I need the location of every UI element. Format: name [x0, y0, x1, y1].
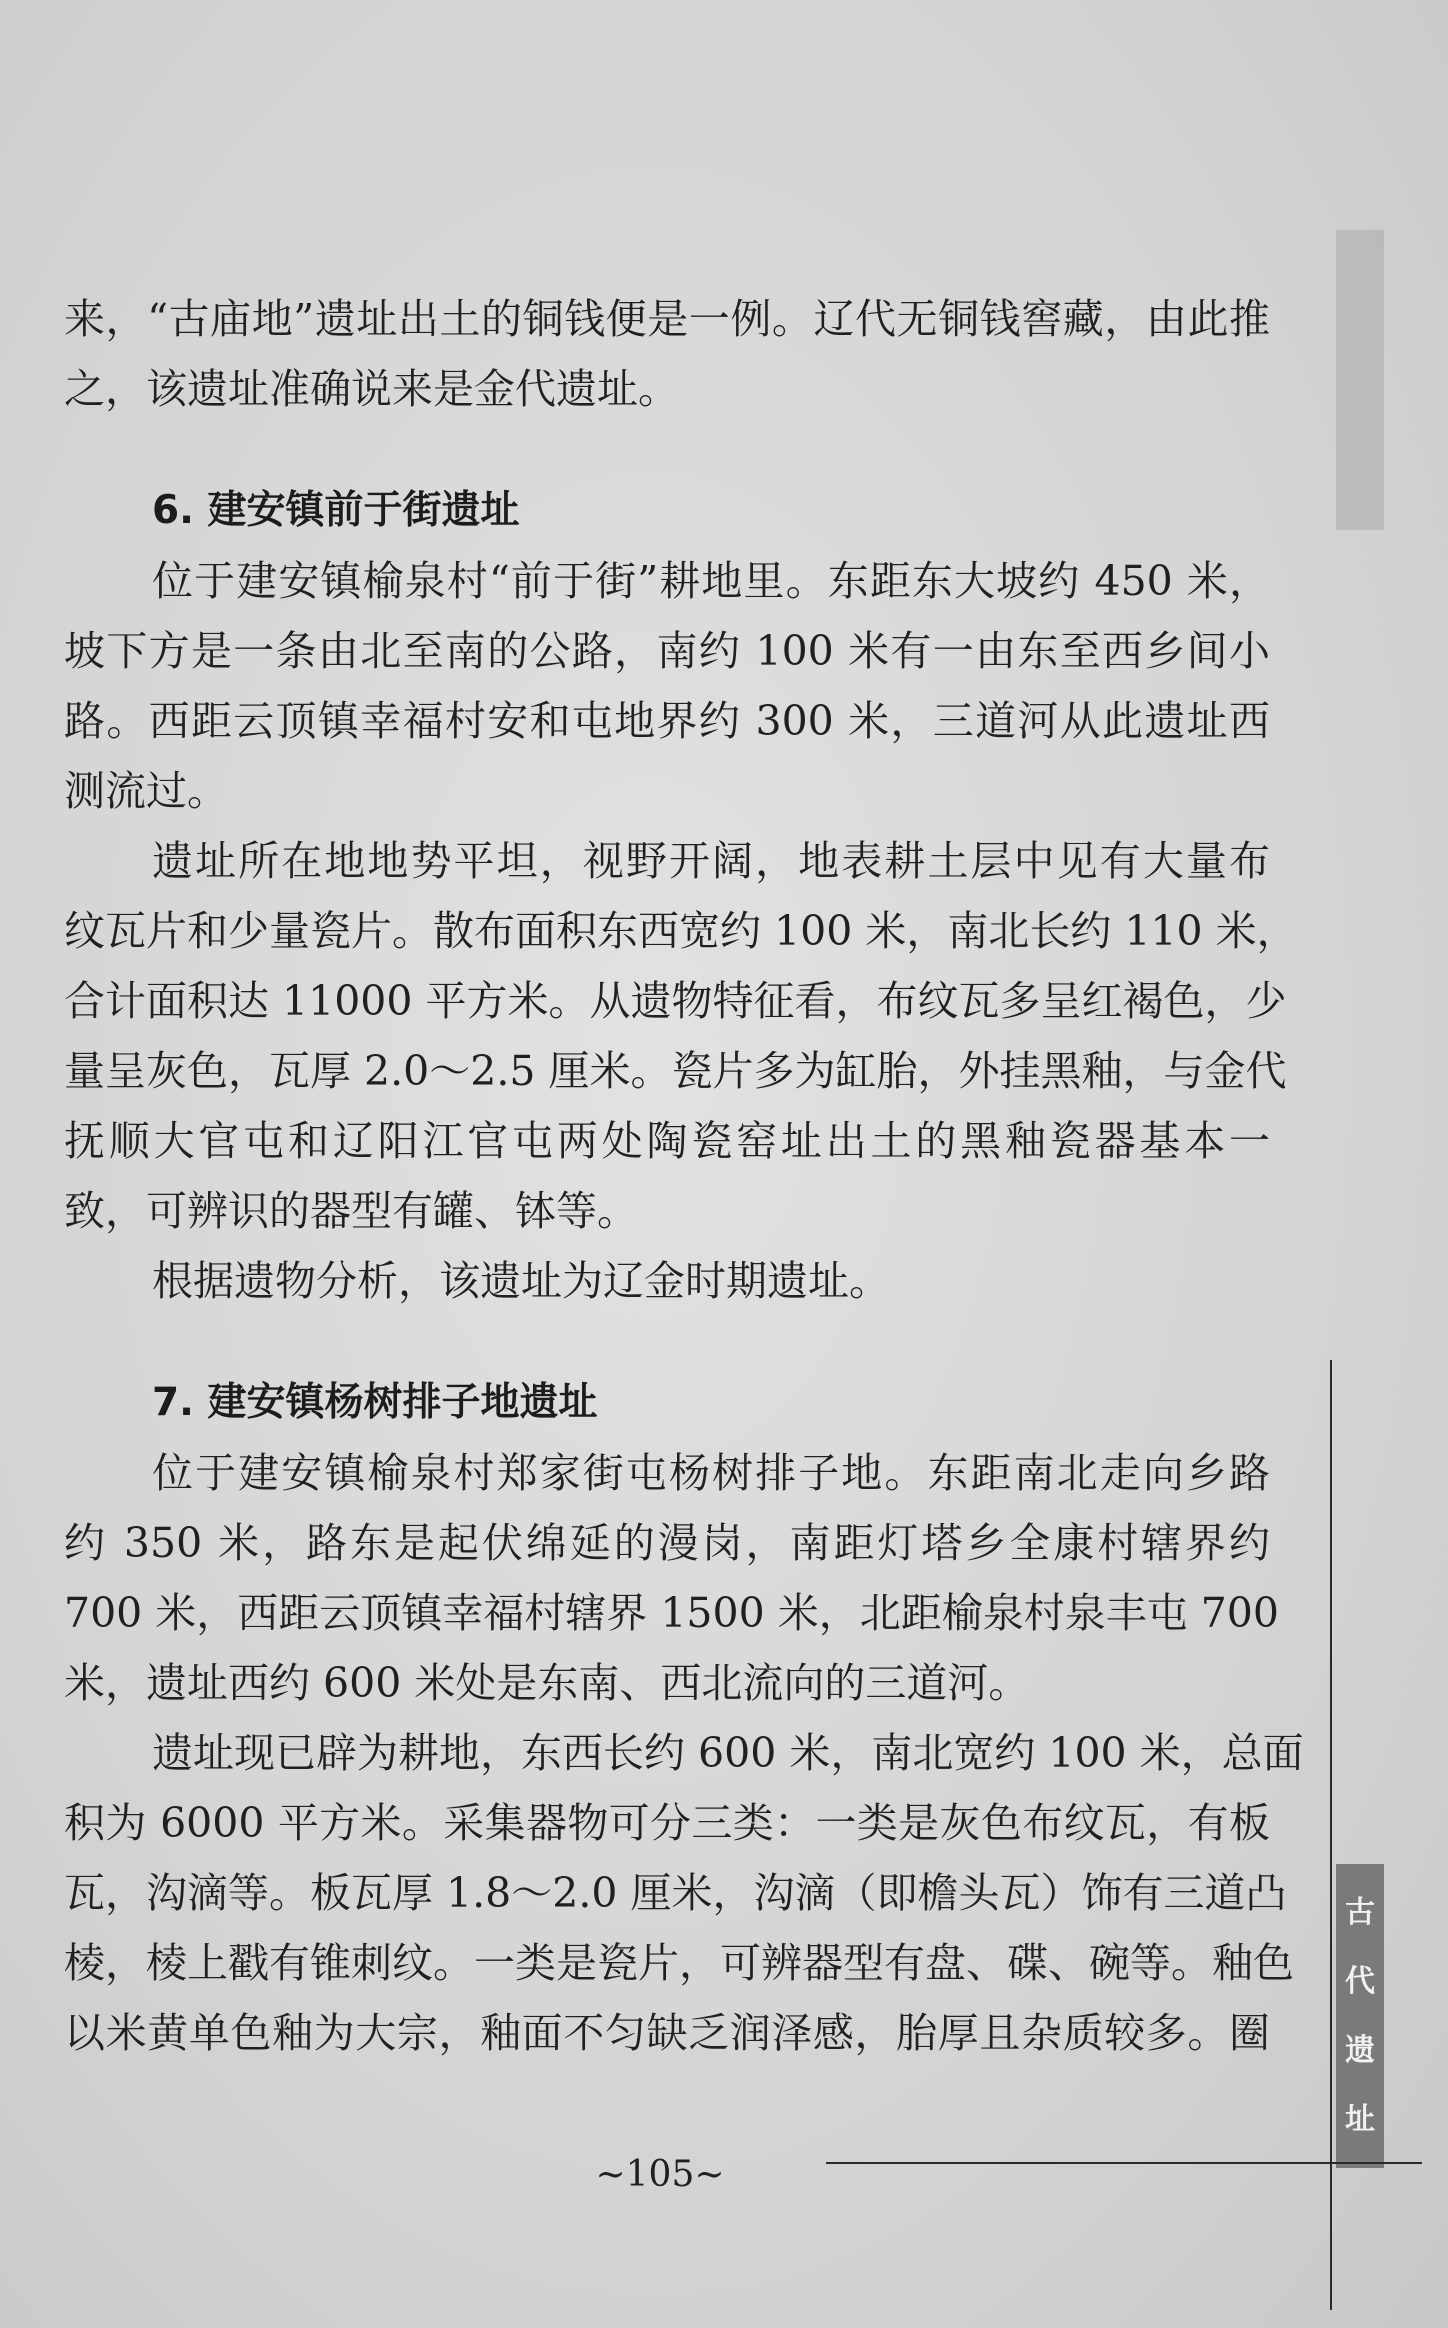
text-line: 坡下方是一条由北至南的公路，南约 100 米有一由东至西乡间小: [64, 627, 1270, 675]
footer-rule: [826, 2162, 1422, 2164]
paragraph-location-7: [64, 1438, 1279, 1718]
text-line: 位于建安镇榆泉村郑家街屯杨树排子地。东距南北走向乡路: [152, 1449, 1270, 1497]
text-line: 积为 6000 平方米。采集器物可分三类：一类是灰色布纹瓦，有板: [64, 1799, 1270, 1847]
paragraph-description-6: [64, 826, 1298, 1246]
text-line: 路。西距云顶镇幸福村安和屯地界约 300 米，三道河从此遗址西: [64, 697, 1270, 745]
section-heading-7: 7. 建安镇杨树排子地遗址: [152, 1380, 598, 1425]
text-line: 遗址所在地地势平坦，视野开阔，地表耕土层中见有大量布: [152, 837, 1270, 885]
text-line: 瓦，沟滴等。板瓦厚 1.8～2.0 厘米，沟滴（即檐头瓦）饰有三道凸: [64, 1869, 1287, 1917]
text-line: 测流过。: [64, 767, 228, 815]
show-through-tab: [1336, 230, 1384, 530]
side-vertical-rule: [1330, 1360, 1332, 2310]
paragraph-location-6: [64, 546, 1270, 826]
text-line: 700 米，西距云顶镇幸福村辖界 1500 米，北距榆泉村泉丰屯 700: [64, 1589, 1279, 1637]
body-text: [64, 284, 1304, 2068]
page-number: ~105~: [595, 2154, 725, 2195]
text-line: 棱，棱上戳有锥刺纹。一类是瓷片，可辨器型有盘、碟、碗等。釉色: [64, 1939, 1294, 1987]
text-line: 抚顺大官屯和辽阳江官屯两处陶瓷窑址出土的黑釉瓷器基本一: [64, 1117, 1270, 1165]
chapter-tab-char: 古: [1345, 1894, 1375, 1930]
text-line: 之，该遗址准确说来是金代遗址。: [64, 365, 679, 413]
paragraph-conclusion-6: [64, 1246, 1270, 1316]
paragraph-description-7: [64, 1718, 1304, 2068]
text-line: 致，可辨识的器型有罐、钵等。: [64, 1187, 638, 1235]
chapter-tab-char: 代: [1345, 1963, 1375, 1999]
section-heading-6: 6. 建安镇前于街遗址: [152, 488, 520, 533]
text-line: 约 350 米，路东是起伏绵延的漫岗，南距灯塔乡全康村辖界约: [64, 1519, 1270, 1567]
text-line: 来，“古庙地”遗址出土的铜钱便是一例。辽代无铜钱窖藏，由此推: [64, 295, 1270, 343]
text-line: 纹瓦片和少量瓷片。散布面积东西宽约 100 米，南北长约 110 米，: [64, 907, 1298, 955]
chapter-tab-char: 址: [1345, 2101, 1375, 2137]
text-line: 位于建安镇榆泉村“前于街”耕地里。东距东大坡约 450 米，: [152, 557, 1270, 605]
text-line: 量呈灰色，瓦厚 2.0～2.5 厘米。瓷片多为缸胎，外挂黑釉，与金代: [64, 1047, 1287, 1095]
text-line: 米，遗址西约 600 米处是东南、西北流向的三道河。: [64, 1659, 1030, 1707]
text-line: 以米黄单色釉为大宗，釉面不匀缺乏润泽感，胎厚且杂质较多。圈: [64, 2009, 1270, 2057]
text-line: 根据遗物分析，该遗址为辽金时期遗址。: [152, 1257, 890, 1305]
paragraph-continuation: [64, 284, 1270, 424]
chapter-tab-char: 遗: [1345, 2032, 1375, 2068]
text-line: 遗址现已辟为耕地，东西长约 600 米，南北宽约 100 米，总面: [152, 1729, 1304, 1777]
chapter-tab: [1336, 1864, 1384, 2168]
text-line: 合计面积达 11000 平方米。从遗物特征看，布纹瓦多呈红褐色，少: [64, 977, 1287, 1025]
